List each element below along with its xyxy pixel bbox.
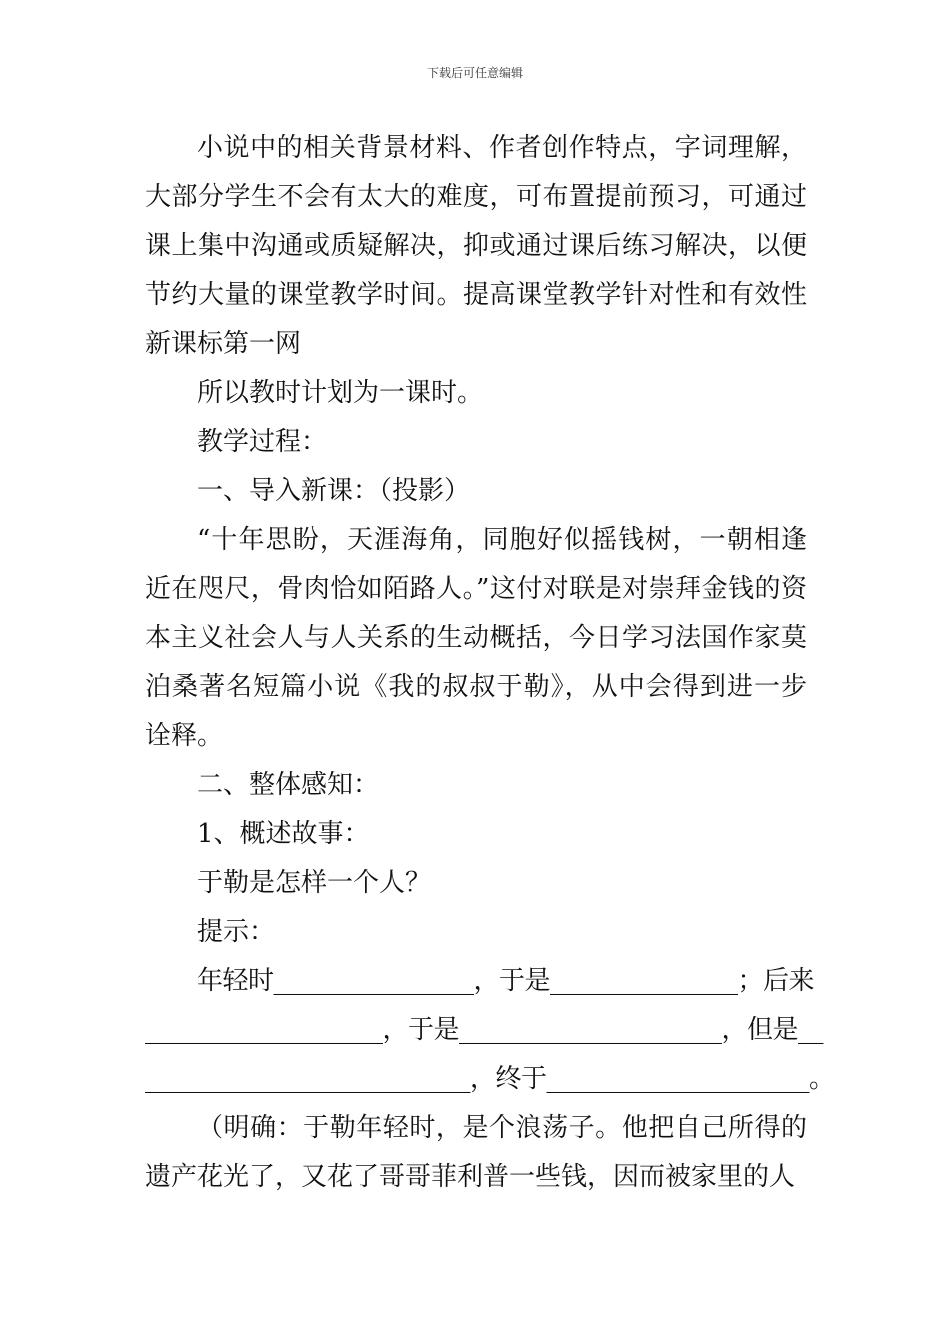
subheading-story: 1、概述故事： bbox=[197, 819, 370, 849]
paragraph-teaching-process: 教学过程： bbox=[197, 427, 328, 457]
section-heading-overview: 二、整体感知： bbox=[197, 770, 380, 800]
section-heading-intro: 一、导入新课：（投影） bbox=[197, 476, 471, 506]
fill-blank-line-2: ___________________，于是_____________________，但是__ bbox=[145, 1015, 824, 1045]
fill-blank-line-3: __________________________，终于_____________________。 bbox=[145, 1064, 835, 1094]
question-julie: 于勒是怎样一个人？ bbox=[197, 868, 432, 898]
document-body bbox=[145, 124, 835, 1202]
paragraph-answer: （明确：于勒年轻时，是个浪荡子。他把自己所得的遗产花光了，又花了哥哥菲利普一些钱，因而被家里的人 bbox=[145, 1113, 807, 1192]
fill-blank-line-1: 年轻时________________，于是_______________；后来 bbox=[197, 966, 815, 996]
paragraph-lesson-plan: 所以教时计划为一课时。 bbox=[197, 378, 484, 408]
paragraph-couplet: “十年思盼，天涯海角，同胞好似摇钱树，一朝相逢近在咫尺，骨肉恰如陌路人。”这付对联是对崇拜金钱的资本主义社会人与人关系的生动概括，今日学习法国作家莫泊桑著名短篇小说《我的叔叔于勒》，从中会得到进一步诠释。 bbox=[145, 525, 807, 751]
paragraph-background: 小说中的相关背景材料、作者创作特点，字词理解，大部分学生不会有太大的难度，可布置提前预习，可通过课上集中沟通或质疑解决，抑或通过课后练习解决，以便节约大量的课堂教学时间。提高课堂教学针对性和有效性新课标第一网 bbox=[145, 133, 807, 359]
page-header: 下载后可任意编辑 bbox=[426, 66, 523, 80]
hint-label: 提示： bbox=[197, 917, 276, 947]
